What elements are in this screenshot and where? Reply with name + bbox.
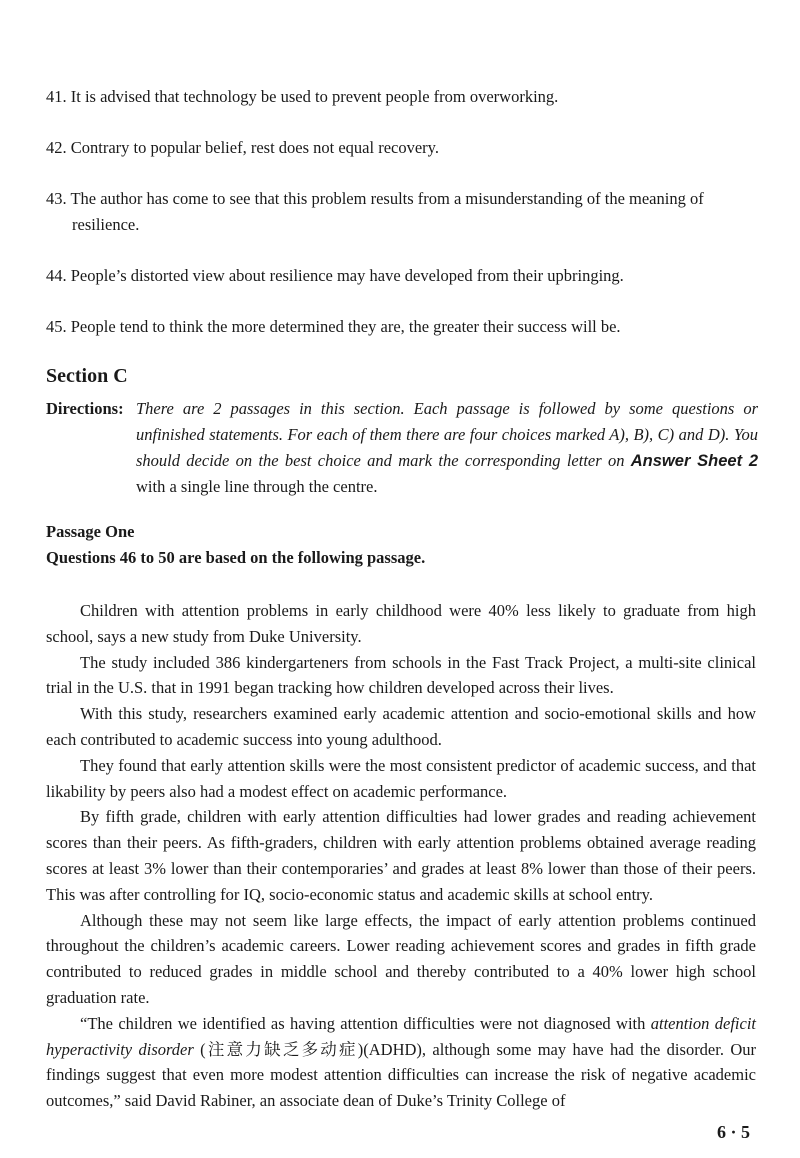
paragraph-4: They found that early attention skills were the most consistent predictor of academic success, and that likability by peers also had a modest effect on academic performance. xyxy=(46,755,756,801)
statement-41: 41. It is advised that technology be used to prevent people from overworking. xyxy=(46,87,559,106)
paragraph-2: The study included 386 kindergarteners from schools in the Fast Track Project, a multi-site clinical trial in the U.S. that in 1991 began tracking how children developed across their lives. xyxy=(46,652,756,698)
directions-body: There are 2 passages in this section. Each passage is followed by some questions or unfinished statements. For each of them there are four choices marked A), B), C) and D). You should decide on the best choice and mark the corresponding letter on xyxy=(136,399,758,470)
passage-questions-line: Questions 46 to 50 are based on the following passage. xyxy=(46,548,426,567)
paragraph-5: By fifth grade, children with early attention difficulties had lower grades and reading achievement scores than their peers. As fifth-graders, children with early attention problems obtained average reading scores at least 3% lower than their contemporaries’ and grades at least 8% lower than those of their peers. This was after controlling for IQ, socio-economic status and academic skills at school entry. xyxy=(46,807,756,904)
adhd-term: attention deficit hyperactivity disorder xyxy=(46,1013,756,1059)
paragraph-3: With this study, researchers examined early academic attention and socio-emotional skills and how each contributed to academic success into young adulthood. xyxy=(46,704,756,749)
paragraph-7-start: “The children we identified as having attention difficulties were not diagnosed with xyxy=(80,1013,651,1033)
page-number: 6 · 5 xyxy=(716,1122,750,1142)
paragraph-1: Children with attention problems in early childhood were 40% less likely to graduate from high school, says a new study from Duke University. xyxy=(46,601,756,646)
statement-43-line2: resilience. xyxy=(72,215,140,234)
section-title: Section C xyxy=(46,365,128,387)
statement-44: 44. People’s distorted view about resilience may have developed from their upbringing. xyxy=(46,266,624,285)
statement-43 xyxy=(46,186,758,238)
passage-body xyxy=(46,598,756,1114)
answer-sheet-label: Answer Sheet 2 xyxy=(630,452,759,470)
directions-tail: with a single line through the centre. xyxy=(136,477,378,496)
directions-label: Directions: xyxy=(46,399,124,418)
paragraph-6: Although these may not seem like large effects, the impact of early attention problems continued throughout the children’s academic careers. Lower reading achievement scores and grades in fifth grade contributed to reduced grades in middle school and thereby contributed to a 40% lower high school graduation rate. xyxy=(46,910,756,1007)
paragraph-7-end: (注意力缺乏多动症)(ADHD), although some may have had the disorder. Our findings suggest that even more modest attention difficulties can increase the risk of negative academic outcomes,” said David Rabiner, an associate dean of Duke’s Trinity College of xyxy=(46,1039,756,1111)
passage-title: Passage One xyxy=(46,522,135,541)
statement-42: 42. Contrary to popular belief, rest does not equal recovery. xyxy=(46,138,439,157)
directions-text xyxy=(136,396,758,500)
statement-43-line1: 43. The author has come to see that this problem results from a misunderstanding of the meaning of xyxy=(46,189,704,208)
paragraph-7 xyxy=(46,1011,756,1114)
statement-45: 45. People tend to think the more determined they are, the greater their success will be. xyxy=(46,317,621,336)
